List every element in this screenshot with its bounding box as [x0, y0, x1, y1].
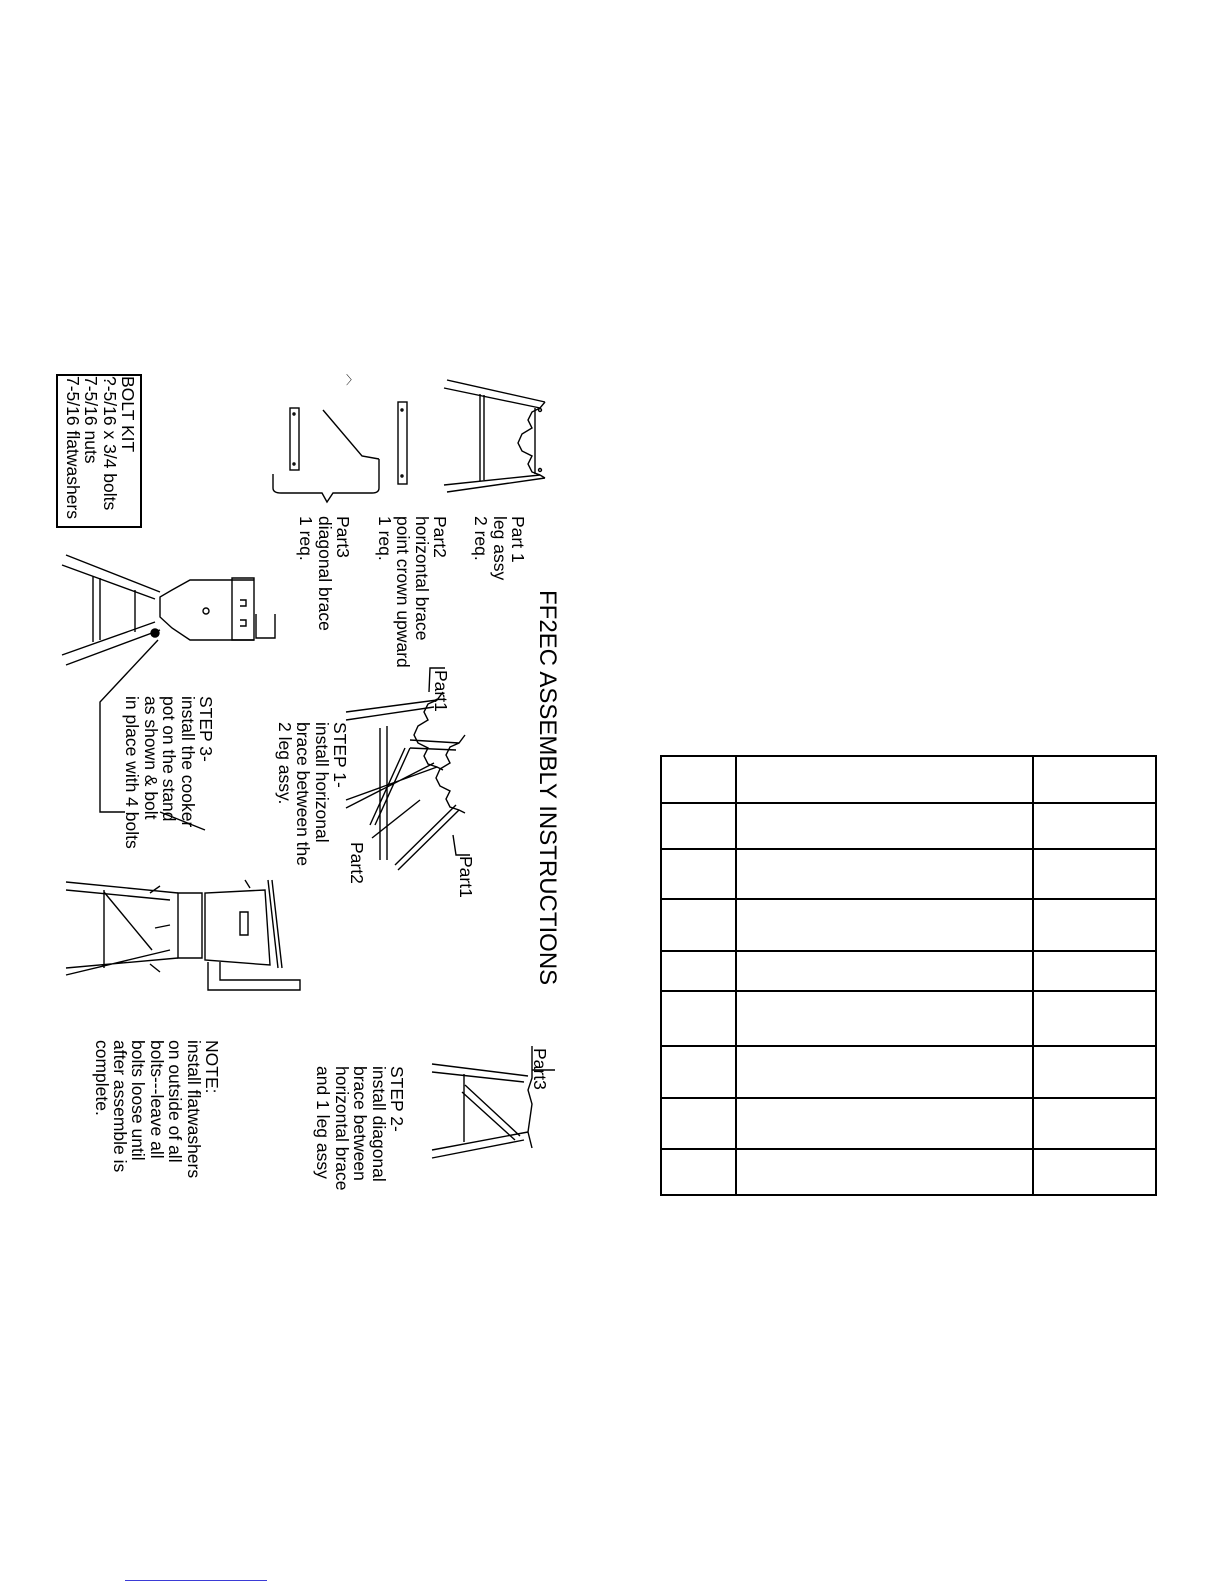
step1-text: STEP 1- install horizonal brace between the 2 leg assy.: [274, 722, 350, 866]
part1-label: Part 1 leg assy 2 req.: [471, 516, 528, 581]
callout-part1-a: Part1: [431, 670, 451, 712]
callout-part2: Part2: [347, 842, 367, 884]
step2-text: STEP 2- install diagonal brace between horizontal brace and 1 leg assy: [313, 1066, 407, 1191]
diagonal-brace-drawing: [273, 408, 379, 502]
horizontal-brace-drawing: [398, 402, 407, 484]
step2-drawing: [432, 1046, 555, 1158]
step3-text: STEP 3- install the cooker pot on the stand as shown & bolt in place with 4 bolts: [122, 696, 216, 849]
table-row-divider: [662, 1148, 1155, 1150]
step3-drawing: [62, 555, 275, 812]
part3-label: Part3 diagonal brace 1 req.: [296, 516, 353, 631]
table-column-divider: [1032, 757, 1034, 1194]
table-row-divider: [662, 990, 1155, 992]
footer-rule: [125, 1580, 267, 1581]
table-row-divider: [662, 848, 1155, 850]
step3-side-drawing: [66, 812, 300, 990]
step1-drawing: [346, 668, 470, 870]
callout-part3: Part3: [530, 1048, 550, 1090]
svg-text:〉: 〉: [346, 373, 359, 387]
table-column-divider: [735, 757, 737, 1194]
table-row-divider: [662, 1045, 1155, 1047]
page-title: FF2EC ASSEMBLY INSTRUCTIONS: [534, 590, 561, 986]
table-row-divider: [662, 898, 1155, 900]
leg-assy-drawing: [444, 380, 545, 492]
parts-table: [660, 755, 1157, 1196]
callout-part1-b: Part1: [456, 856, 476, 898]
part2-label: Part2 horizontal brace point crown upward 1 req.: [374, 516, 450, 668]
bolt-kit-text: BOLT KIT ?-5/16 x 3/4 bolts 7-5/16 nuts 7-5/16 flatwashers: [62, 376, 138, 519]
table-row-divider: [662, 950, 1155, 952]
table-row-divider: [662, 1097, 1155, 1099]
table-row-divider: [662, 802, 1155, 804]
note-text: NOTE: install flatwashers on outside of all bolts---leave all bolts loose until after assemble is complete.: [91, 1040, 222, 1179]
